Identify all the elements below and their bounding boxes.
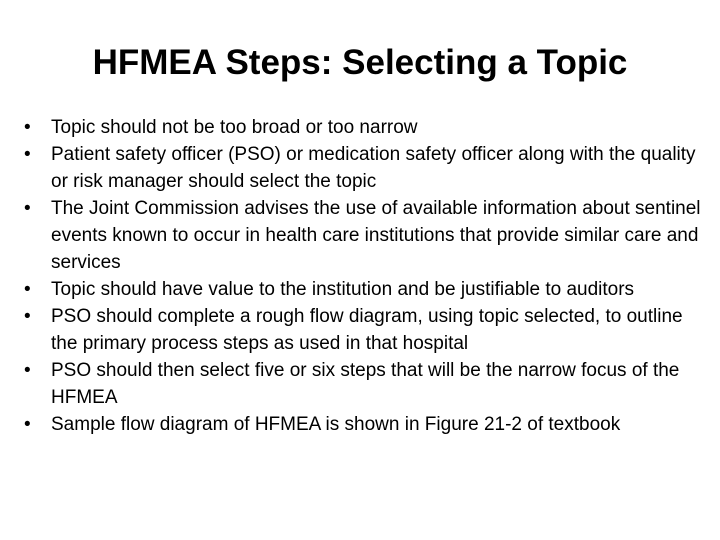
bullet-icon: • (24, 414, 31, 435)
bullet-item (24, 114, 704, 141)
bullet-item (24, 357, 704, 411)
bullet-text: The Joint Commission advises the use of available information about sentinel events known to occur in health care institutions that provide similar care and services (51, 198, 701, 273)
bullet-icon: • (24, 117, 31, 138)
bullet-item (24, 303, 704, 357)
bullet-icon: • (24, 198, 31, 219)
bullet-list (24, 114, 704, 438)
bullet-icon: • (24, 279, 31, 300)
bullet-text: Sample flow diagram of HFMEA is shown in Figure 21-2 of textbook (51, 414, 621, 435)
bullet-text: Topic should have value to the institution and be justifiable to auditors (51, 279, 635, 300)
bullet-item (24, 276, 704, 303)
bullet-item (24, 411, 704, 438)
bullet-icon: • (24, 360, 31, 381)
bullet-item (24, 195, 704, 276)
bullet-text: Patient safety officer (PSO) or medication safety officer along with the quality or risk manager should select the topic (51, 144, 696, 192)
slide-title: HFMEA Steps: Selecting a Topic (92, 43, 628, 82)
bullet-icon: • (24, 144, 31, 165)
bullet-item (24, 141, 704, 195)
bullet-icon: • (24, 306, 31, 327)
bullet-text: Topic should not be too broad or too narrow (51, 117, 418, 138)
bullet-text: PSO should complete a rough flow diagram, using topic selected, to outline the primary process steps as used in that hospital (51, 306, 683, 354)
bullet-text: PSO should then select five or six steps that will be the narrow focus of the HFMEA (51, 360, 680, 408)
